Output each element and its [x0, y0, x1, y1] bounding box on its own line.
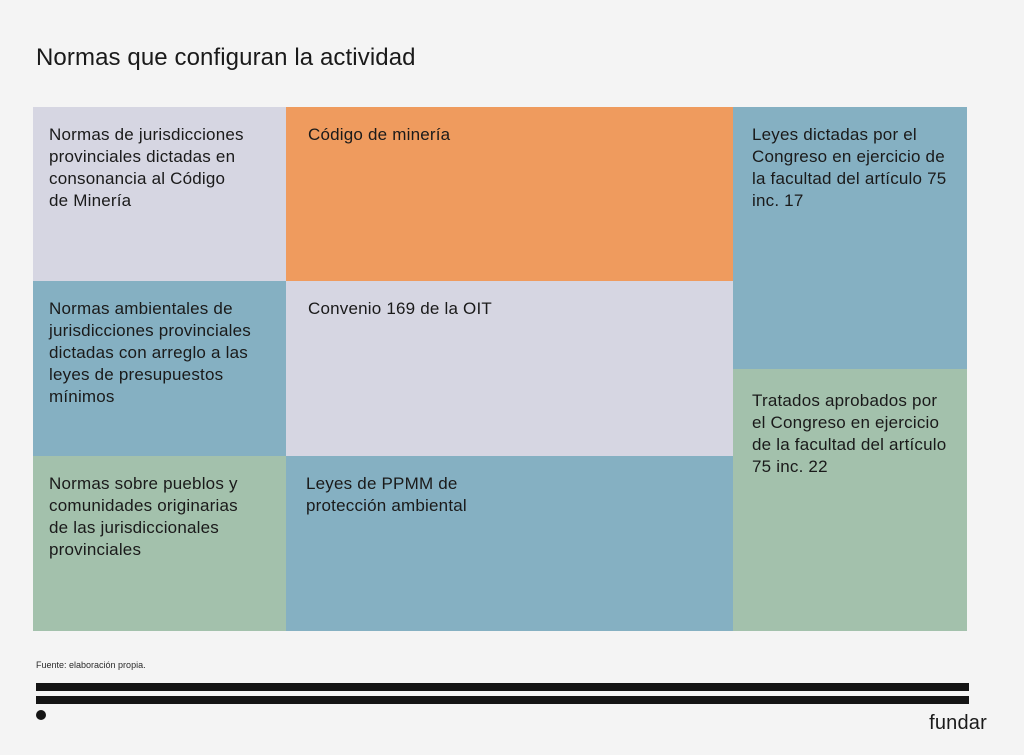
block-leyes-art-75-inc-17: [733, 107, 967, 369]
block-label: Normas sobre pueblos y comunidades originarias de las jurisdiccionales provinciales: [49, 474, 238, 559]
footer-dot-icon: [36, 710, 46, 720]
block-normas-pueblos: [33, 456, 286, 631]
block-label: Código de minería: [308, 125, 451, 144]
block-tratados-art-75-inc-22: [733, 369, 967, 631]
page-title: Normas que configuran la actividad: [36, 44, 416, 71]
block-codigo-mineria: [286, 107, 733, 281]
block-label: Leyes dictadas por el Congreso en ejercicio de la facultad del artículo 75 inc. 17: [752, 125, 947, 210]
block-label: Leyes de PPMM de protección ambiental: [306, 474, 467, 515]
block-label: Normas de jurisdicciones provinciales dictadas en consonancia al Código de Minería: [49, 125, 244, 210]
source-note: Fuente: elaboración propia.: [36, 660, 146, 670]
block-label: Normas ambientales de jurisdicciones provinciales dictadas con arreglo a las leyes de presupuestos mínimos: [49, 299, 251, 406]
footer-bar-top: [36, 683, 969, 691]
block-normas-codigo-mineria: [33, 107, 286, 281]
block-label: Tratados aprobados por el Congreso en ejercicio de la facultad del artículo 75 inc. 22: [752, 391, 947, 476]
block-label: Convenio 169 de la OIT: [308, 299, 492, 318]
norms-diagram: [33, 107, 967, 631]
block-convenio-169: [286, 281, 733, 456]
block-normas-ambientales: [33, 281, 286, 456]
footer-bar-bottom: [36, 696, 969, 704]
brand-logo: fundar: [929, 712, 987, 734]
block-leyes-ppmm: [286, 456, 733, 631]
